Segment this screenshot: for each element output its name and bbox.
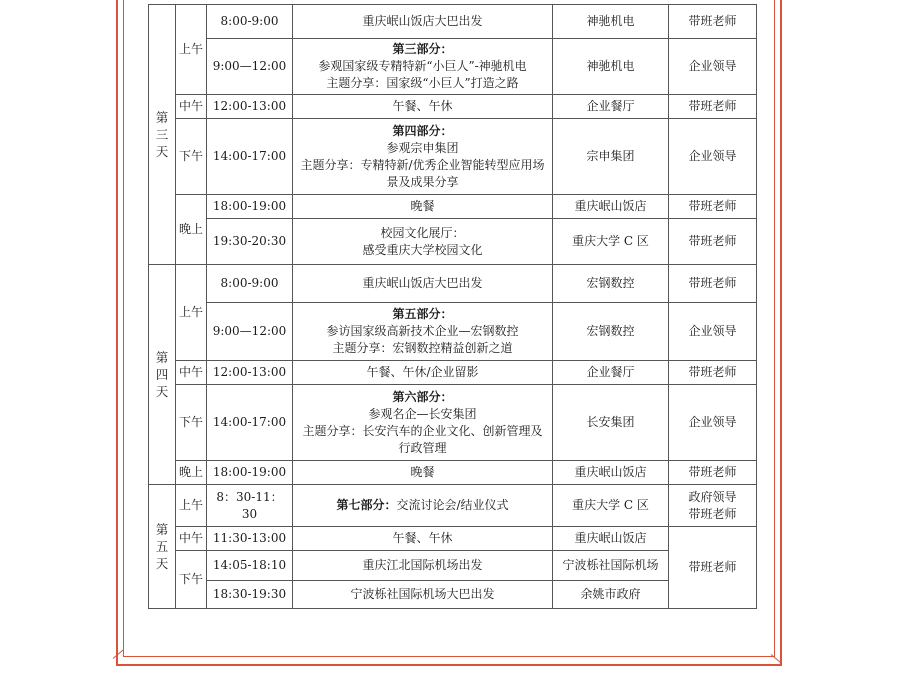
activity-cell: 午餐、午休/企业留影: [293, 361, 553, 385]
activity-line: 行政管理: [398, 440, 447, 455]
time-cell: 8：30-11：30: [207, 485, 293, 527]
time-cell: 8:00-9:00: [207, 265, 293, 303]
activity-line: 景及成果分享: [386, 174, 459, 189]
table-row: [149, 485, 757, 527]
time-cell: 9:00—12:00: [207, 39, 293, 95]
activity-line: 主题分享：专精特新/优秀企业智能转型应用场: [300, 157, 545, 172]
time-cell: 12:00-13:00: [207, 95, 293, 119]
place-cell: 神驰机电: [553, 39, 669, 95]
section-title: 第六部分：: [392, 389, 453, 404]
table-row: [149, 119, 757, 195]
lead-cell: 带班老师: [669, 361, 757, 385]
lead-cell: 带班老师: [669, 527, 757, 609]
place-cell: 长安集团: [553, 385, 669, 461]
activity-cell: 宁波栎社国际机场大巴出发: [293, 581, 553, 609]
place-cell: 宏钢数控: [553, 303, 669, 361]
activity-cell: [293, 39, 553, 95]
table-row: [149, 39, 757, 95]
lead-cell: 带班老师: [669, 5, 757, 39]
day-label-3: 第 三 天: [149, 5, 176, 265]
table-row: [149, 265, 757, 303]
place-cell: 重庆大学 C 区: [553, 485, 669, 527]
activity-cell: 重庆江北国际机场出发: [293, 551, 553, 581]
period-cell: 晚上: [176, 195, 207, 265]
time-cell: 9:00—12:00: [207, 303, 293, 361]
lead-cell: 企业领导: [669, 385, 757, 461]
lead-cell: 带班老师: [669, 95, 757, 119]
place-cell: 企业餐厅: [553, 361, 669, 385]
activity-cell: 午餐、午休: [293, 95, 553, 119]
period-cell: 上午: [176, 265, 207, 361]
activity-cell: 重庆岷山饭店大巴出发: [293, 5, 553, 39]
activity-line: 感受重庆大学校园文化: [362, 242, 483, 257]
activity-line: 参观宗申集团: [386, 140, 459, 155]
table-row: [149, 385, 757, 461]
lead-cell: 带班老师: [669, 219, 757, 265]
lead-cell: 带班老师: [669, 265, 757, 303]
table-row: [149, 5, 757, 39]
time-cell: 14:00-17:00: [207, 119, 293, 195]
frame-left-border: [116, 0, 118, 664]
activity-cell: [293, 303, 553, 361]
activity-cell: 晚餐: [293, 461, 553, 485]
activity-cell: [293, 485, 553, 527]
time-cell: 18:00-19:00: [207, 461, 293, 485]
activity-cell: [293, 219, 553, 265]
frame-left-inner-border: [123, 0, 124, 656]
table-row: [149, 461, 757, 485]
place-cell: 重庆岷山饭店: [553, 195, 669, 219]
lead-line: 政府领导: [688, 489, 737, 504]
period-cell: 下午: [176, 385, 207, 461]
activity-line: 校园文化展厅：: [380, 225, 465, 240]
section-title: 第七部分：: [336, 498, 397, 512]
period-cell: 中午: [176, 361, 207, 385]
activity-cell: 晚餐: [293, 195, 553, 219]
activity-line: 主题分享：国家级“小巨人”打造之路: [326, 76, 519, 90]
table-row: [149, 219, 757, 265]
activity-cell: [293, 119, 553, 195]
lead-cell: 企业领导: [669, 119, 757, 195]
lead-cell: 企业领导: [669, 303, 757, 361]
period-cell: 下午: [176, 119, 207, 195]
lead-cell: [669, 485, 757, 527]
activity-line: 参观名企—长安集团: [368, 406, 477, 421]
place-cell: 重庆岷山饭店: [553, 527, 669, 551]
activity-line: 主题分享：宏钢数控精益创新之道: [332, 341, 513, 355]
place-cell: 宏钢数控: [553, 265, 669, 303]
place-cell: 宁波栎社国际机场: [553, 551, 669, 581]
time-cell: 18:30-19:30: [207, 581, 293, 609]
time-cell: 14:00-17:00: [207, 385, 293, 461]
period-cell: 下午: [176, 551, 207, 609]
lead-cell: 带班老师: [669, 461, 757, 485]
time-cell: 14:05-18:10: [207, 551, 293, 581]
frame-bottom-border: [116, 664, 782, 666]
table-row: [149, 303, 757, 361]
activity-line: 交流讨论会/结业仪式: [396, 498, 509, 512]
time-cell: 18:00-19:00: [207, 195, 293, 219]
time-cell: 19:30-20:30: [207, 219, 293, 265]
lead-line: 带班老师: [688, 506, 737, 521]
place-cell: 重庆大学 C 区: [553, 219, 669, 265]
activity-cell: [293, 385, 553, 461]
frame-right-inner-border: [774, 0, 775, 656]
place-cell: 余姚市政府: [553, 581, 669, 609]
table-row: [149, 527, 757, 551]
period-cell: 中午: [176, 95, 207, 119]
place-cell: 重庆岷山饭店: [553, 461, 669, 485]
place-cell: 神驰机电: [553, 5, 669, 39]
activity-cell: 午餐、午休: [293, 527, 553, 551]
lead-cell: 企业领导: [669, 39, 757, 95]
table-row: [149, 551, 757, 581]
schedule-table: [148, 4, 757, 609]
frame-right-border: [780, 0, 782, 664]
activity-cell: 重庆岷山饭店大巴出发: [293, 265, 553, 303]
period-cell: 上午: [176, 485, 207, 527]
section-title: 第五部分：: [392, 307, 453, 321]
table-row: [149, 581, 757, 609]
lead-cell: 带班老师: [669, 195, 757, 219]
time-cell: 8:00-9:00: [207, 5, 293, 39]
activity-line: 主题分享：长安汽车的企业文化、创新管理及: [302, 423, 543, 438]
day-label-4: 第 四 天: [149, 265, 176, 485]
period-cell: 上午: [176, 5, 207, 95]
section-title: 第四部分：: [392, 123, 453, 138]
activity-line: 参观国家级专精特新“小巨人”-神驰机电: [318, 59, 527, 73]
table-row: [149, 361, 757, 385]
day-label-5: 第 五 天: [149, 485, 176, 609]
table-row: [149, 95, 757, 119]
time-cell: 11:30-13:00: [207, 527, 293, 551]
section-title: 第三部分：: [392, 42, 453, 56]
place-cell: 企业餐厅: [553, 95, 669, 119]
frame-bottom-inner-border: [123, 656, 775, 657]
table-row: [149, 195, 757, 219]
activity-line: 参访国家级高新技术企业—宏钢数控: [326, 324, 519, 338]
time-cell: 12:00-13:00: [207, 361, 293, 385]
period-cell: 晚上: [176, 461, 207, 485]
place-cell: 宗申集团: [553, 119, 669, 195]
period-cell: 中午: [176, 527, 207, 551]
